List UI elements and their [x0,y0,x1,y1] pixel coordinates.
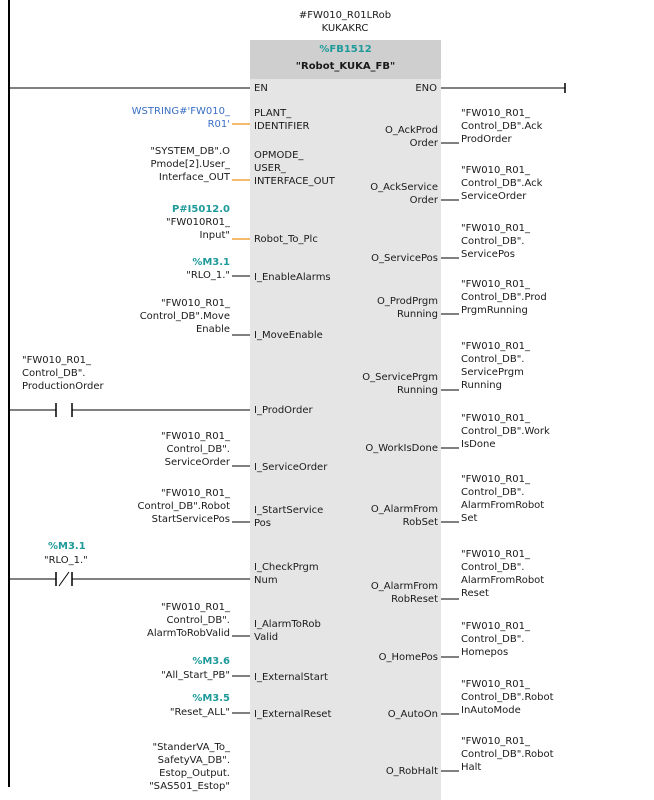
pin-external-start: I_ExternalStart [254,672,328,683]
checkprgm-contact-slash [59,572,69,586]
pin-service-order: I_ServiceOrder [254,462,328,473]
input-operand-move-enable[interactable]: "FW010_R01_ Control_DB".Move Enable [139,298,230,335]
output-operand-auto-on[interactable]: "FW010_R01_ Control_DB".Robot InAutoMode [461,679,554,716]
output-operand-service-pos[interactable]: "FW010_R01_ Control_DB". ServicePos [461,223,530,260]
pin-check-prgm-num: I_CheckPrgm Num [254,562,319,586]
input-operand-service-order[interactable]: "FW010_R01_ Control_DB". ServiceOrder [161,431,230,468]
pin-o-service-pos: O_ServicePos [371,253,438,264]
output-operand-alarm-from-rob-reset[interactable]: "FW010_R01_ Control_DB". AlarmFromRobot Reset [461,549,545,599]
input-operand-estop[interactable]: "StanderVA_To_ SafetyVA_DB". Estop_Output. "SAS501_Estop" [149,742,230,792]
pin-opmode: OPMODE_ USER_ INTERFACE_OUT [254,150,335,187]
eno-pin[interactable]: ENO [415,83,437,94]
input-operand-plant-identifier[interactable]: WSTRING#'FW010_ R01' [131,106,230,130]
contact-operand-prod-order[interactable]: "FW010_R01_ Control_DB". ProductionOrder [22,355,104,392]
pin-o-ack-prod-order: O_AckProd Order [384,125,438,149]
instance-comment: KUKAKRC [321,23,369,34]
input-operand-enable-alarms[interactable]: "RLO_1." [186,270,230,281]
input-address-enable-alarms: %M3.1 [192,257,230,268]
block-name[interactable]: "Robot_KUKA_FB" [295,61,396,72]
instance-db-name[interactable]: #FW010_R01LRob [298,10,392,21]
pin-enable-alarms: I_EnableAlarms [254,272,331,283]
pin-o-prod-prgm-running: O_ProdPrgm Running [377,296,438,320]
block-address: %FB1512 [319,44,372,55]
pin-o-rob-halt: O_RobHalt [385,766,438,777]
input-operand-external-reset[interactable]: "Reset_ALL" [169,707,230,718]
input-address-robot-to-plc: P#I5012.0 [171,204,230,215]
output-operand-ack-prod-order[interactable]: "FW010_R01_ Control_DB".Ack ProdOrder [461,108,543,145]
output-operand-alarm-from-rob-set[interactable]: "FW010_R01_ Control_DB". AlarmFromRobot Set [461,474,545,524]
pin-robot-to-plc: Robot_To_Plc [254,234,318,245]
pin-external-reset: I_ExternalReset [254,709,332,720]
input-operand-robot-to-plc[interactable]: "FW010R01_ Input" [166,217,230,241]
pin-o-service-prgm-running: O_ServicePrgm Running [362,372,438,396]
pin-plant-identifier: PLANT_ IDENTIFIER [254,108,310,132]
pin-move-enable: I_MoveEnable [254,330,323,341]
pin-o-alarm-from-rob-reset: O_AlarmFrom RobReset [370,581,438,605]
output-operand-service-prgm-running[interactable]: "FW010_R01_ Control_DB". ServicePrgm Running [461,341,530,391]
pin-prod-order: I_ProdOrder [254,405,313,416]
contact-operand-check-prgm[interactable]: "RLO_1." [44,555,88,566]
output-operand-ack-service-order[interactable]: "FW010_R01_ Control_DB".Ack ServiceOrder [461,165,543,202]
en-pin[interactable]: EN [254,83,268,94]
pin-start-service-pos: I_StartService Pos [254,505,324,529]
output-operand-prod-prgm-running[interactable]: "FW010_R01_ Control_DB".Prod PrgmRunning [461,279,547,316]
output-operand-home-pos[interactable]: "FW010_R01_ Control_DB". Homepos [461,621,530,658]
pin-alarm-to-rob-valid: I_AlarmToRob Valid [254,619,321,643]
input-address-external-start: %M3.6 [192,656,230,667]
output-operand-rob-halt[interactable]: "FW010_R01_ Control_DB".Robot Halt [461,736,554,773]
input-operand-opmode[interactable]: "SYSTEM_DB".O Pmode[2].User_ Interface_OUT [150,146,230,183]
pin-o-ack-service-order: O_AckService Order [370,182,438,206]
pin-o-work-is-done: O_WorkIsDone [365,443,438,454]
contact-address-check-prgm: %M3.1 [48,541,86,552]
output-operand-work-is-done[interactable]: "FW010_R01_ Control_DB".Work IsDone [461,413,550,450]
input-address-external-reset: %M3.5 [192,693,230,704]
pin-o-alarm-from-rob-set: O_AlarmFrom RobSet [370,504,438,528]
input-operand-alarm-to-rob[interactable]: "FW010_R01_ Control_DB". AlarmToRobValid [146,602,230,639]
input-operand-start-service-pos[interactable]: "FW010_R01_ Control_DB".Robot StartServicePos [137,488,230,525]
input-operand-external-start[interactable]: "All_Start_PB" [161,670,230,681]
pin-o-home-pos: O_HomePos [378,652,438,663]
pin-o-auto-on: O_AutoOn [387,709,438,720]
